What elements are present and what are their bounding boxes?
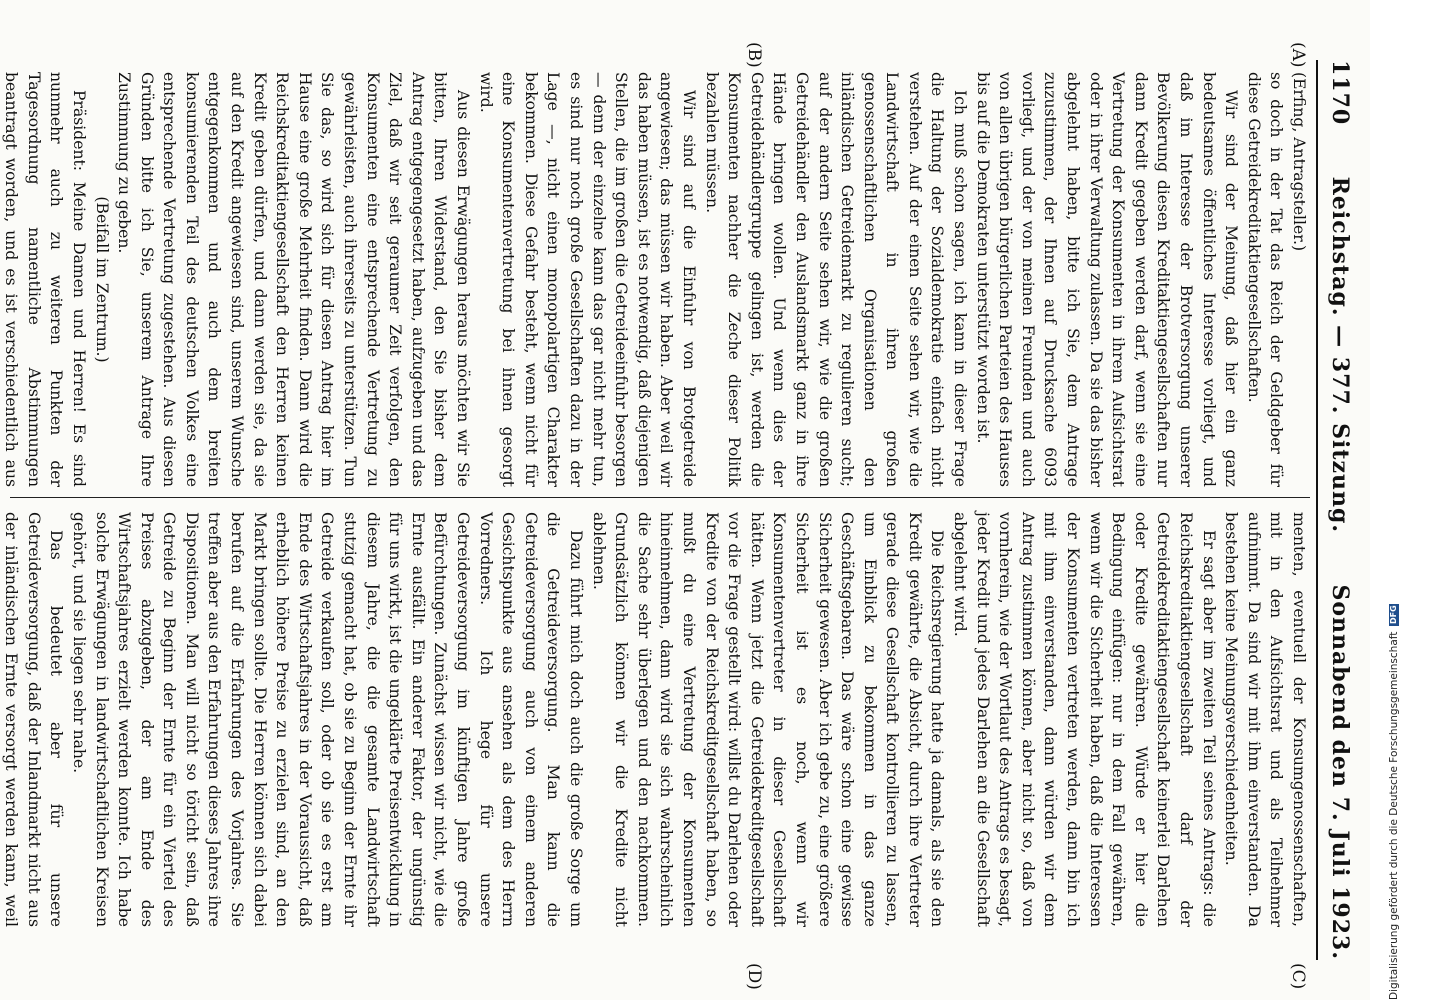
paragraph: Ich muß schon sagen, ich kann in dieser Frage die Haltung der Sozialdemokratie einfach nicht verstehen. Auf der einen Seite sehen wir, wie die Landwirtschaft in ihren großen genossenschaftlichen Organisationen den inländischen Getreidemarkt zu regulieren sucht; auf der andern Seite sehen wir, wie die großen Getreidehändler den Auslandsmarkt ganz in ihre Hände bringen wollen. Und wenn dies der Getreidehändlergruppe gelingen ist, werden die Konsumenten nachher die Zeche dieser Politik bezahlen müssen. (702, 72, 970, 487)
left-column (2, 72, 1310, 487)
margin-mark-a: (A) (1288, 42, 1308, 68)
paragraph: Dazu führt mich doch auch die große Sorge um die Getreideversorgung. Man kann die Getreideversorgung auch von einem anderen Gesichtspunkte aus ansehen als dem des Herrn Vorredners. Ich hege für unsere Getreideversorgung im künftigen Jahre große Befürchtungen. Zunächst wissen wir nicht, wie die Ernte ausfällt. Ein anderer Faktor, der ungünstig für uns wirkt, ist die ungeklärte Preisentwicklung in diesem Jahre, die die gesamte Landwirtschaft stutzig gemacht hat, ob sie zu Beginn der Ernte ihr Getreide verkaufen soll, oder ob sie es erst am Ende des Wirtschaftsjahres in der Voraussicht, daß erheblich höhere Preise zu erzielen sind, an den Markt bringen sollte. Die Herren können sich dabei berufen auf die Erfahrungen des Vorjahres. Sie treffen aber aus den Erfahrungen dieses Jahres ihre Dispositionen. Man will nicht so töricht sein, daß Getreide zu Beginn der Ernte für ein Viertel des Preises abzugeben, der am Ende des Wirtschaftsjahres erzielt werden konnte. Ich habe solche Erwägungen in landwirtschaftlichen Kreisen gehört, und sie liegen sehr nahe. (69, 512, 585, 927)
paragraph: Er sagt aber im zweiten Teil seines Antrags: die Reichskreditaktiengesellschaft darf der Getreidekreditaktiengesellschaft keinerlei Darlehen oder Kredite gewähren. Würde er hier die Bedingung einfügen: nur in dem Fall gewähren, wenn wir die Sicherheit haben, daß die Interessen der Konsumenten vertreten werden, dann bin ich mit ihm einverstanden, dann würden wir dem Antrag zustimmen können, aber nicht so, daß von vornherein, wie der Wortlaut des Antrags es besagt, jeder Kredit und jedes Darlehen an die Gesellschaft abgelehnt wird. (951, 512, 1218, 927)
right-column (2, 512, 1310, 927)
margin-mark-c: (C) (1288, 963, 1308, 990)
paragraph: Das bedeutet aber für unsere Getreideversorgung, daß der Inlandmarkt nicht aus der inländischen Ernte versorgt werden kann, weil (2, 512, 66, 927)
header-title: Reichstag. — 377. Sitzung. (1327, 176, 1353, 534)
paragraph: menten, eventuell der Konsumgenossenschaften, mit in den Aufsichtsrat und als Teilnehmer aufnimmt. Da sind wir mit ihm einverstanden. Da bestehen keine Meinungsverschiedenheiten. (1222, 512, 1308, 927)
margin-mark-b: (B) (744, 42, 764, 68)
paragraph: Präsident: Meine Damen und Herren! Es sind nunmehr auch zu weiteren Punkten der Tagesordnung namentliche Abstimmungen beantragt worden, und es ist verschiedentlich aus (2, 72, 88, 487)
paragraph: Die Reichsregierung hatte ja damals, als sie den Kredit gewährte, die Absicht, durch ihre Vertreter gerade diese Gesellschaft kontrollieren zu lassen, um Einblick zu bekommen in das ganze Geschäftsgebaren. Das wäre schon eine gewisse Sicherheit gewesen. Aber ich gebe zu, eine größere Sicherheit ist es noch, wenn wir Konsumentenvertreter in dieser Gesellschaft hätten. Wenn jetzt die Getreidekreditgesellschaft vor die Frage gestellt wird: willst du Darlehen oder Kredite von der Reichskreditgesellschaft haben, so mußt du eine Vertretung der Konsumenten hineinnehmen, dann wird sie sich wahrscheinlich die Sache sehr überlegen und den nachkommen. Grundsätzlich können wir die Kredite nicht ablehnen. (589, 512, 947, 927)
paragraph: (Erfing, Antragsteller.) (1290, 72, 1308, 252)
digitization-credit (1388, 604, 1400, 1000)
column-divider (10, 497, 1310, 498)
margin-mark-d: (D) (744, 963, 764, 990)
page-number: 1170 (1327, 60, 1353, 126)
interjection: (Beifall im Zentrum.) (92, 196, 111, 363)
credit-text: Digitalisierung gefördert durch die Deutsche Forschungsgemeinschaft (1388, 631, 1400, 1000)
paragraph: Wir sind der Meinung, daß hier ein ganz bedeutsames öffentliches Interesse vorliegt, und daß im Interesse der Brotversorgung unserer Bevölkerung diesen Kreditaktiengesellschaften nur dann Kredit gegeben werden darf, wenn sie eine Vertretung der Konsumenten in ihrem Aufsichtsrat oder in ihrer Verwaltung zulassen. Da sie das bisher abgelehnt haben, bitte ich Sie, dem Antrage zuzustimmen, der Ihnen auf Drucksache 6093 vorliegt, und der von meinen Freunden und auch von allen übrigen bürgerlichen Parteien des Hauses bis auf die Demokraten unterstützt worden ist. (973, 72, 1241, 487)
page-header (1320, 60, 1360, 960)
dfg-logo-icon: DFG (1389, 605, 1398, 624)
paragraph: so doch in der Tat das Reich der Geldgeber für diese Getreidekreditaktiengesellschaften. (1244, 72, 1286, 487)
paragraph: Aus diesen Erwägungen heraus möchten wir Sie bitten, Ihren Widerstand, den Sie bisher dem Antrag entgegengesetzt haben, aufzugeben und das Ziel, daß wir seit geraumer Zeit verfolgen, den Konsumenten eine entsprechende Vertretung zu gewährleisten, auch ihrerseits zu unterstützen. Tun Sie das, so wird sich für diesen Antrag hier im Hause eine große Mehrheit finden. Dann wird die Reichskreditaktiengesellschaft den Herren keinen Kredit geben dürfen, und dann werden sie, da sie auf den Kredit angewiesen sind, unserem Wunsche entgegenkommen und auch dem breiten konsumierenden Teil des deutschen Volkes eine entsprechende Vertretung zugestehen. Aus diesen Gründen bitte ich Sie, unserem Antrage Ihre Zustimmung zu geben. (115, 72, 473, 487)
header-rule (1316, 60, 1318, 960)
paragraph: Wir sind auf die Einfuhr von Brotgetreide angewiesen; das müssen wir haben. Aber weil wir das haben müssen, ist es notwendig, daß diejenigen Stellen, die im großen die Getreideeinfuhr besorgen — denn der einzelne kann das gar nicht mehr tun, es sind nur noch große Gesellschaften dazu in der Lage —, nicht einen monopolartigen Charakter bekommen. Diese Gefahr besteht, wenn nicht für eine Konsumentenvertretung bei ihnen gesorgt wird. (476, 72, 698, 487)
header-date: Sonnabend den 7. Juli 1923. (1327, 584, 1353, 960)
